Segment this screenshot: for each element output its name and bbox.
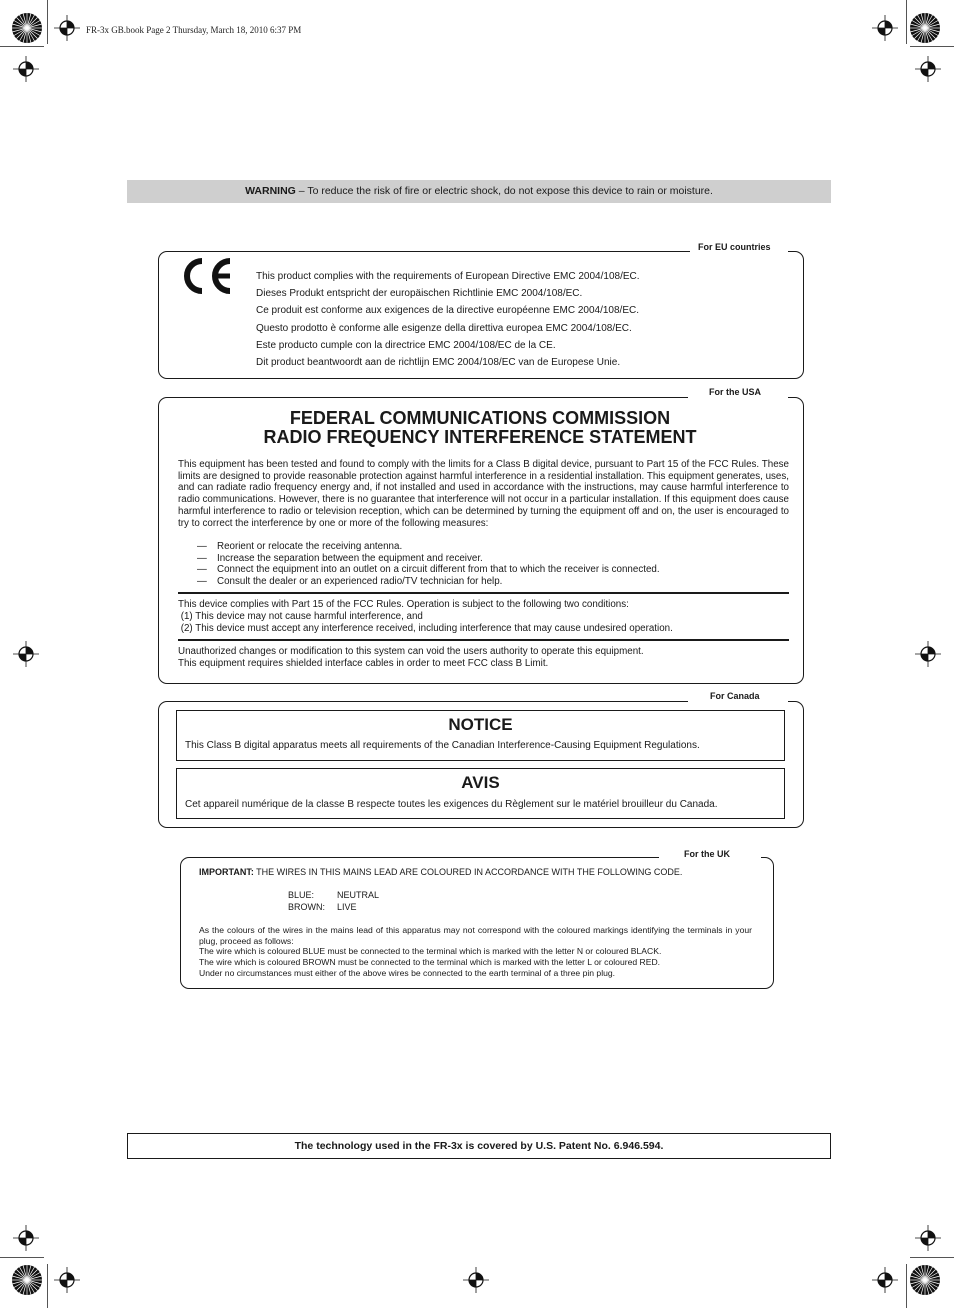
registration-crosshair-mark (13, 641, 39, 667)
changes-line: This equipment requires shielded interface cables in order to meet FCC class B Limit. (178, 658, 549, 669)
registration-crosshair-mark (872, 15, 898, 41)
canada-avis-box (176, 768, 785, 819)
list-dash: — (197, 576, 207, 588)
trim-line (0, 46, 44, 47)
wire-meaning: LIVE (337, 902, 357, 912)
registration-crosshair-mark (54, 15, 80, 41)
ce-mark-logo (178, 257, 234, 295)
registration-crosshair-mark (13, 56, 39, 82)
print-file-info: FR-3x GB.book Page 2 Thursday, March 18, 2010 6:37 PM (86, 25, 302, 35)
wire-color: BROWN: (288, 902, 325, 912)
list-dash: — (197, 541, 207, 552)
avis-text: Cet appareil numérique de la classe B respecte toutes les exigences du Règlement sur le matériel brouilleur du Canada. (185, 799, 718, 810)
uk-important-line (199, 867, 682, 877)
region-label-eu: For EU countries (694, 242, 775, 252)
instruction-line: The wire which is coloured BLUE must be connected to the terminal which is marked with the letter N or coloured BLACK. (199, 946, 662, 957)
list-dash: — (197, 552, 207, 564)
registration-crosshair-mark (463, 1267, 489, 1293)
list-item: — Connect the equipment into an outlet on a circuit different from that to which the receiver is connected. (197, 564, 660, 576)
list-dash: — (197, 564, 207, 576)
fcc-title-line-2: RADIO FREQUENCY INTERFERENCE STATEMENT (263, 427, 697, 447)
important-label: IMPORTANT: (199, 867, 254, 877)
print-star-target-mark (909, 12, 941, 44)
trim-line (906, 0, 907, 44)
registration-crosshair-mark (915, 1225, 941, 1251)
eu-line-it: Questo prodotto è conforme alle esigenze della direttiva europea EMC 2004/108/EC. (256, 322, 632, 334)
eu-line-fr: Ce produit est conforme aux exigences de la directive européenne EMC 2004/108/EC. (256, 305, 640, 317)
part15-line: (2) This device must accept any interference received, including interference that may cause undesired operation. (178, 623, 673, 634)
fcc-title-line-1: FEDERAL COMMUNICATIONS COMMISSION (289, 408, 671, 428)
registration-crosshair-mark (915, 641, 941, 667)
fcc-part15-conditions (178, 599, 673, 635)
trim-line (47, 0, 48, 44)
registration-crosshair-mark (54, 1267, 80, 1293)
trim-line (910, 46, 954, 47)
trim-line (0, 1257, 44, 1258)
fcc-changes-note (178, 646, 644, 670)
part15-line: This device complies with Part 15 of the FCC Rules. Operation is subject to the following two conditions: (178, 599, 629, 610)
list-item: — Increase the separation between the equipment and receiver. (197, 552, 483, 564)
instruction-line: Under no circumstances must either of the above wires be connected to the earth terminal of a three pin plug. (199, 967, 616, 978)
notice-text: This Class B digital apparatus meets all requirements of the Canadian Interference-Causing Equipment Regulations. (185, 740, 700, 751)
eu-line-de: Dieses Produkt entspricht der europäischen Richtlinie EMC 2004/108/EC. (256, 288, 583, 300)
eu-line-nl: Dit product beantwoordt aan de richtlijn EMC 2004/108/EC van de Europese Unie. (256, 357, 621, 369)
print-star-target-mark (909, 1264, 941, 1296)
divider (178, 592, 789, 594)
eu-line-es: Este producto cumple con la directrice EMC 2004/108/EC de la CE. (256, 339, 556, 351)
important-text: THE WIRES IN THIS MAINS LEAD ARE COLOURED IN ACCORDANCE WITH THE FOLLOWING CODE. (253, 867, 683, 877)
print-star-target-mark (11, 1264, 43, 1296)
trim-line (910, 1257, 954, 1258)
eu-line-en: This product complies with the requirements of European Directive EMC 2004/108/EC. (256, 271, 640, 282)
avis-title: AVIS (461, 773, 500, 792)
instruction-line: As the colours of the wires in the mains lead of this apparatus may not correspond with the coloured markings identifying the terminals in your plug, proceed as follows: (199, 925, 752, 946)
part15-line: (1) This device may not cause harmful interference, and (178, 611, 423, 622)
uk-wiring-instructions (199, 925, 752, 979)
trim-line (47, 1264, 48, 1308)
canada-notice-box (176, 710, 785, 761)
list-item: — Consult the dealer or an experienced radio/TV technician for help. (197, 576, 503, 588)
registration-crosshair-mark (915, 56, 941, 82)
region-label-uk: For the UK (680, 849, 734, 859)
eu-compliance-text (256, 268, 640, 371)
warning-label: WARNING (245, 185, 296, 197)
wire-meaning: NEUTRAL (337, 890, 380, 900)
fcc-measures-list (197, 541, 660, 588)
changes-line: Unauthorized changes or modification to this system can void the users authority to operate this equipment. (178, 646, 644, 657)
instruction-line: The wire which is coloured BROWN must be connected to the terminal which is marked with the letter L or coloured RED. (199, 957, 661, 968)
divider (178, 639, 789, 641)
region-label-canada: For Canada (706, 691, 764, 701)
fcc-body-paragraph: This equipment has been tested and found to comply with the limits for a Class B digital device, pursuant to Part 15 of the FCC Rules. These limits are designed to provide reasonable protection against harmful interference in a residential installation. This equipment generates, uses, and can radiate radio frequency energy and, if not installed and used in accordance with the instructions, may cause harmful interference to radio communications. However, there is no guarantee that interference will not occur in a particular installation. If this equipment does cause harmful interference to radio or television reception, which can be determined by turning the equipment off and on, the user is encouraged to try to correct the interference by one or more of the following measures: (178, 459, 789, 529)
list-item: — Reorient or relocate the receiving antenna. (197, 541, 403, 552)
region-label-usa: For the USA (705, 387, 765, 397)
wire-color: BLUE: (288, 890, 315, 900)
patent-notice: The technology used in the FR-3x is covered by U.S. Patent No. 6.946.594. (127, 1133, 831, 1159)
wire-code-row (288, 890, 379, 900)
warning-text: – To reduce the risk of fire or electric shock, do not expose this device to rain or moisture. (295, 185, 713, 197)
registration-crosshair-mark (872, 1267, 898, 1293)
warning-banner (127, 180, 831, 203)
notice-title: NOTICE (448, 715, 513, 734)
print-star-target-mark (11, 12, 43, 44)
registration-crosshair-mark (13, 1225, 39, 1251)
fcc-title (160, 409, 800, 447)
trim-line (906, 1264, 907, 1308)
wire-code-row (288, 902, 357, 912)
